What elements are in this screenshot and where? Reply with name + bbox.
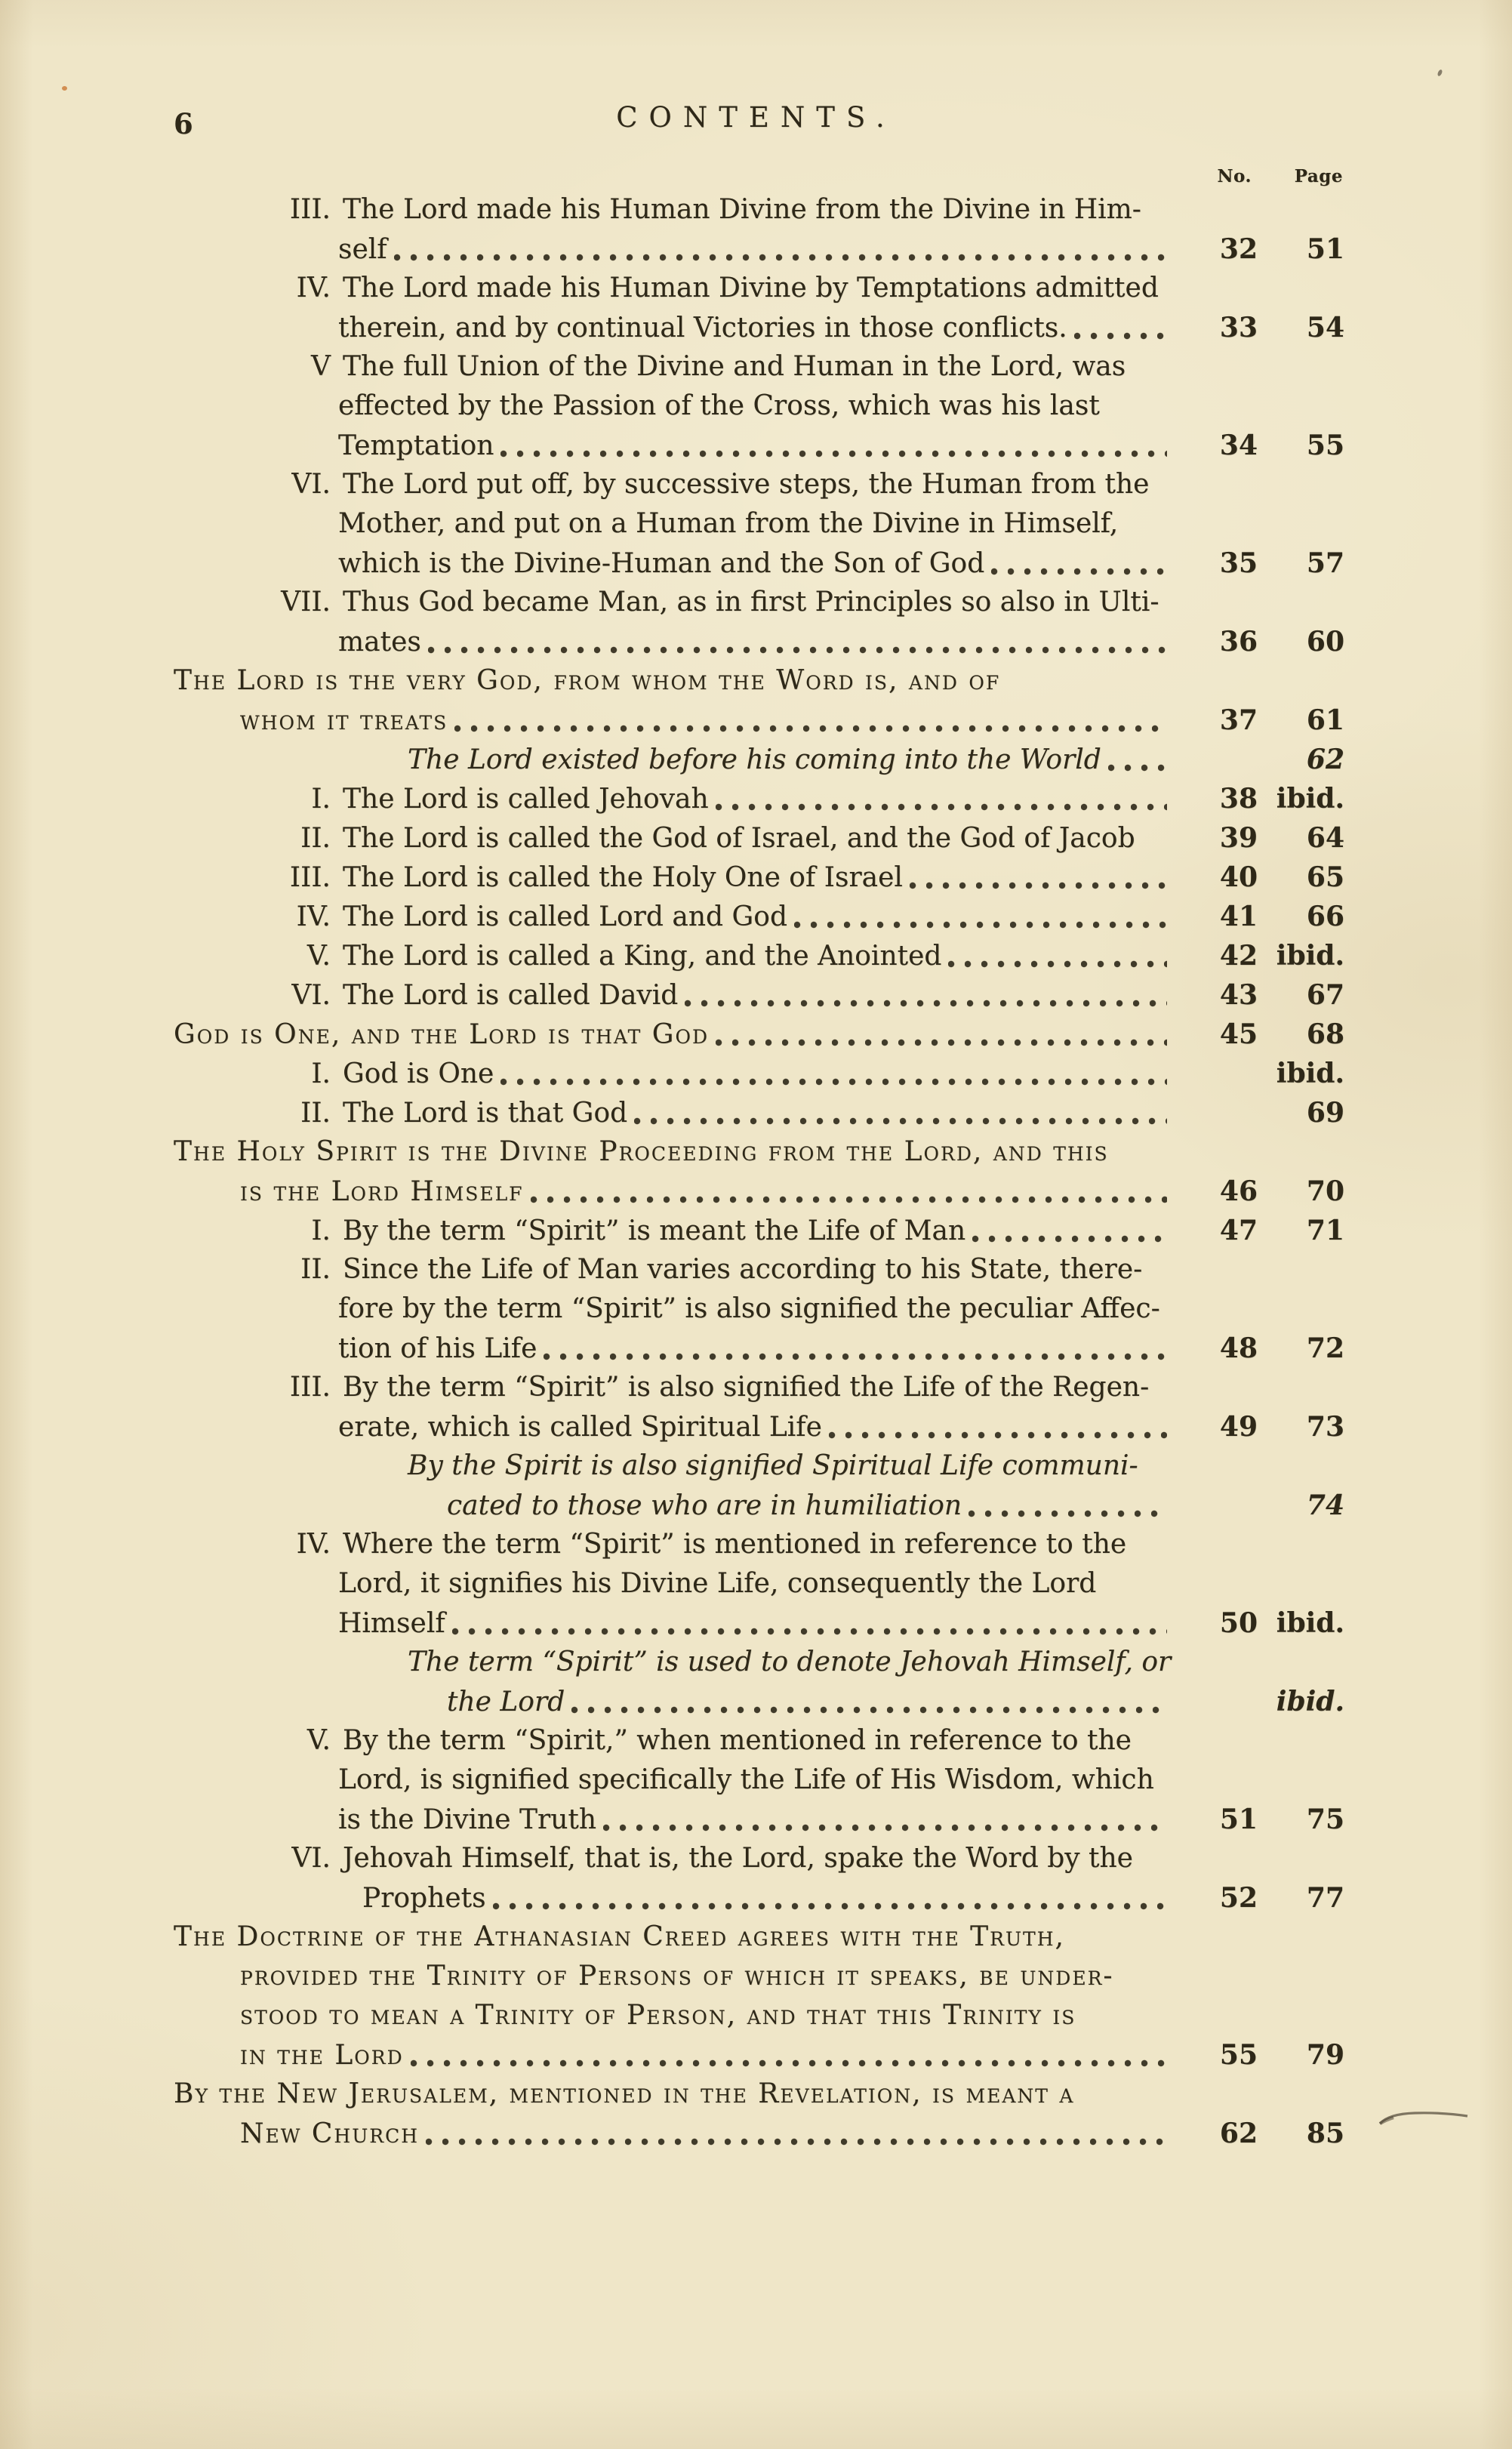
entry-text: Lord, is signified specifically the Life of His Wisdom, which — [338, 1764, 1154, 1795]
toc-line — [0, 2035, 1512, 2075]
entry-page: 54 — [1306, 312, 1344, 343]
entry-text: The Lord put off, by successive steps, the Human from the — [343, 469, 1150, 500]
toc-line — [0, 387, 1512, 426]
toc-line — [0, 269, 1512, 308]
column-headers — [0, 166, 1512, 192]
toc-line — [0, 347, 1512, 387]
dot-leader — [531, 1172, 1167, 1211]
leader-spacer — [1145, 1446, 1167, 1486]
entry-text: erate, which is called Spiritual Life — [338, 1412, 822, 1443]
toc-line — [0, 1093, 1512, 1132]
entry-text: The term “Spirit” is used to denote Jehovah Himself, or — [408, 1647, 1172, 1677]
leader-spacer — [1133, 1525, 1167, 1564]
dot-leader — [685, 975, 1167, 1015]
leader-spacer — [1103, 1564, 1167, 1603]
entry-page: 57 — [1306, 547, 1344, 579]
entry-page: ibid. — [1276, 1686, 1344, 1717]
toc-line — [0, 1682, 1512, 1721]
entry-no: 62 — [1219, 2118, 1258, 2149]
entry-page: 55 — [1306, 430, 1344, 461]
entry-page: 72 — [1306, 1332, 1344, 1364]
toc-line — [0, 1329, 1512, 1368]
leader-spacer — [1166, 269, 1178, 308]
leader-spacer — [1140, 1839, 1167, 1878]
leader-spacer — [1125, 504, 1167, 544]
dot-leader — [716, 1015, 1167, 1054]
entry-no: 36 — [1219, 626, 1258, 658]
dot-leader — [454, 701, 1167, 740]
paper-speck — [1437, 69, 1443, 76]
dot-leader — [603, 1800, 1167, 1839]
leader-spacer — [1166, 583, 1178, 622]
entry-text: Jehovah Himself, that is, the Lord, spake the Word by the — [343, 1843, 1133, 1874]
entry-text: God is One, and the Lord is that God — [174, 1019, 710, 1050]
entry-text: Lord, it signifies his Divine Life, consequently the Lord — [338, 1568, 1097, 1599]
entry-text: Temptation — [338, 430, 494, 461]
entry-text: The Lord is called a King, and the Anointed — [343, 941, 942, 972]
entry-page: 68 — [1306, 1018, 1344, 1050]
entry-numeral: VII. — [281, 587, 331, 618]
entry-no: 41 — [1219, 901, 1258, 932]
table-of-contents — [0, 190, 1512, 2153]
entry-page: 73 — [1306, 1411, 1344, 1443]
leader-spacer — [1082, 1996, 1167, 2035]
toc-line — [0, 858, 1512, 897]
dot-leader — [500, 1054, 1167, 1093]
leader-spacer — [1149, 1250, 1167, 1289]
entry-numeral: VI. — [291, 980, 331, 1011]
entry-text: By the Spirit is also signified Spiritual Life communi- — [408, 1450, 1138, 1481]
entry-text: The Lord is called the God of Israel, and the God of Jacob — [343, 823, 1135, 854]
entry-text: Since the Life of Man varies according to his State, there- — [343, 1254, 1143, 1285]
entry-numeral: VI. — [291, 469, 331, 500]
toc-line — [0, 818, 1512, 858]
dot-leader — [910, 858, 1167, 897]
entry-numeral: IV. — [296, 901, 331, 932]
entry-text: which is the Divine-Human and the Son of God — [338, 548, 985, 579]
entry-text: Prophets — [362, 1883, 486, 1914]
toc-line — [0, 701, 1512, 740]
leader-spacer — [1107, 387, 1167, 426]
toc-line — [0, 1996, 1512, 2035]
toc-line — [0, 1015, 1512, 1054]
dot-leader — [500, 426, 1167, 465]
entry-no: 43 — [1219, 979, 1258, 1011]
page-title: CONTENTS. — [616, 101, 896, 134]
entry-no: 55 — [1219, 2039, 1258, 2071]
entry-text: The Holy Spirit is the Divine Proceeding from the Lord, and this — [174, 1136, 1109, 1167]
toc-line — [0, 1839, 1512, 1878]
dot-leader — [428, 622, 1167, 661]
entry-text: whom it treats — [240, 705, 448, 736]
toc-line — [0, 897, 1512, 936]
column-header-no: No. — [1217, 166, 1252, 186]
entry-text: in the Lord — [240, 2040, 404, 2071]
leader-spacer — [1161, 1761, 1173, 1800]
leader-spacer — [1156, 1368, 1168, 1407]
entry-text: The Lord is called Lord and God — [343, 901, 787, 932]
entry-text: God is One — [343, 1058, 494, 1089]
dot-leader — [794, 897, 1167, 936]
leader-spacer — [1121, 1957, 1167, 1996]
toc-line — [0, 1603, 1512, 1643]
entry-no: 37 — [1219, 704, 1258, 736]
toc-line — [0, 1525, 1512, 1564]
toc-line — [0, 426, 1512, 465]
toc-line — [0, 229, 1512, 269]
dot-leader — [1108, 740, 1167, 779]
toc-line — [0, 779, 1512, 818]
toc-line — [0, 1289, 1512, 1329]
entry-no: 39 — [1219, 822, 1258, 854]
toc-line — [0, 544, 1512, 583]
entry-numeral: VI. — [291, 1843, 331, 1874]
leader-spacer — [1178, 1643, 1190, 1682]
toc-line — [0, 1918, 1512, 1957]
leader-spacer — [1072, 1918, 1167, 1957]
toc-line — [0, 1800, 1512, 1839]
entry-text: tion of his Life — [338, 1333, 537, 1364]
entry-no: 45 — [1219, 1018, 1258, 1050]
toc-line — [0, 1957, 1512, 1996]
entry-text: The Lord is called Jehovah — [343, 784, 709, 815]
toc-line — [0, 583, 1512, 622]
toc-line — [0, 1878, 1512, 1918]
entry-text: self — [338, 234, 387, 265]
dot-leader — [1074, 308, 1167, 347]
entry-numeral: I. — [311, 1215, 331, 1246]
entry-text: The Lord existed before his coming into the World — [408, 744, 1101, 775]
dot-leader — [991, 544, 1167, 583]
column-header-page: Page — [1294, 166, 1343, 186]
dot-leader — [634, 1093, 1167, 1132]
dot-leader — [426, 2114, 1167, 2153]
entry-text: The Lord is that God — [343, 1098, 628, 1129]
entry-no: 52 — [1219, 1882, 1258, 1914]
entry-numeral: V — [311, 351, 331, 382]
entry-numeral: V. — [306, 1725, 331, 1756]
entry-numeral: I. — [311, 784, 331, 815]
entry-page: 69 — [1306, 1097, 1344, 1129]
entry-text: The Lord is called David — [343, 980, 679, 1011]
entry-page: 66 — [1306, 901, 1344, 932]
toc-line — [0, 936, 1512, 975]
entry-text: is the Divine Truth — [338, 1804, 597, 1835]
entry-page: 75 — [1306, 1804, 1344, 1835]
entry-text: By the New Jerusalem, mentioned in the Revelation, is meant a — [174, 2078, 1075, 2109]
entry-numeral: II. — [300, 1098, 331, 1129]
dot-leader — [394, 229, 1167, 269]
entry-numeral: V. — [306, 941, 331, 972]
entry-page: 67 — [1306, 979, 1344, 1011]
toc-line — [0, 2114, 1512, 2153]
entry-page: 71 — [1306, 1215, 1344, 1246]
entry-text: is the Lord Himself — [240, 1176, 524, 1207]
entry-page: ibid. — [1276, 1058, 1344, 1089]
entry-text: By the term “Spirit,” when mentioned in reference to the — [343, 1725, 1132, 1756]
toc-line — [0, 1486, 1512, 1525]
entry-text: cated to those who are in humiliation — [447, 1490, 962, 1521]
entry-text: Himself — [338, 1608, 445, 1639]
entry-no: 35 — [1219, 547, 1258, 579]
entry-text: fore by the term “Spirit” is also signified the peculiar Affec- — [338, 1293, 1160, 1324]
dot-leader — [829, 1407, 1167, 1446]
dot-leader — [571, 1682, 1167, 1721]
entry-text: The Lord is called the Holy One of Israel — [343, 862, 903, 893]
entry-no: 33 — [1219, 312, 1258, 343]
entry-text: The full Union of the Divine and Human in the Lord, was — [343, 351, 1126, 382]
dot-leader — [968, 1486, 1167, 1525]
entry-text: New Church — [240, 2118, 420, 2149]
entry-no: 32 — [1219, 233, 1258, 265]
toc-line — [0, 975, 1512, 1015]
entry-page: 51 — [1306, 233, 1344, 265]
toc-line — [0, 1761, 1512, 1800]
leader-spacer — [1081, 2075, 1167, 2114]
toc-line — [0, 1368, 1512, 1407]
entry-numeral: III. — [289, 194, 331, 225]
dot-leader — [493, 1878, 1167, 1918]
paper-speck — [62, 86, 67, 91]
toc-line — [0, 504, 1512, 544]
toc-line — [0, 740, 1512, 779]
entry-no: 34 — [1219, 430, 1258, 461]
leader-spacer — [1167, 1289, 1179, 1329]
entry-numeral: I. — [311, 1058, 331, 1089]
toc-line — [0, 465, 1512, 504]
entry-text: By the term “Spirit” is meant the Life of Man — [343, 1215, 966, 1246]
entry-no: 48 — [1219, 1332, 1258, 1364]
entry-page: 85 — [1306, 2118, 1344, 2149]
toc-line — [0, 1172, 1512, 1211]
toc-line — [0, 1721, 1512, 1761]
entry-page: ibid. — [1276, 1607, 1344, 1639]
entry-text: effected by the Passion of the Cross, which was his last — [338, 390, 1100, 421]
toc-line — [0, 1250, 1512, 1289]
entry-no: 49 — [1219, 1411, 1258, 1443]
leader-spacer — [1148, 190, 1167, 229]
entry-page: 74 — [1306, 1489, 1344, 1521]
entry-text: therein, and by continual Victories in those conflicts. — [338, 313, 1067, 343]
entry-numeral: II. — [300, 823, 331, 854]
dot-leader — [948, 936, 1167, 975]
toc-line — [0, 661, 1512, 701]
dot-leader — [452, 1603, 1167, 1643]
entry-no: 50 — [1219, 1607, 1258, 1639]
entry-text: the Lord — [447, 1687, 565, 1717]
toc-line — [0, 622, 1512, 661]
entry-page: ibid. — [1276, 940, 1344, 972]
entry-text: Where the term “Spirit” is mentioned in reference to the — [343, 1529, 1127, 1560]
entry-text: mates — [338, 627, 421, 658]
toc-line — [0, 1643, 1512, 1682]
entry-page: 65 — [1306, 861, 1344, 893]
entry-no: 51 — [1219, 1804, 1258, 1835]
entry-page: 60 — [1306, 626, 1344, 658]
pen-mark — [1375, 2103, 1474, 2133]
toc-line — [0, 1211, 1512, 1250]
entry-text: The Lord made his Human Divine from the Divine in Him- — [343, 194, 1141, 225]
entry-numeral: II. — [300, 1254, 331, 1285]
toc-line — [0, 1407, 1512, 1446]
entry-no: 47 — [1219, 1215, 1258, 1246]
entry-page: 79 — [1306, 2039, 1344, 2071]
entry-page: ibid. — [1276, 783, 1344, 815]
toc-line — [0, 1132, 1512, 1172]
dot-leader — [972, 1211, 1167, 1250]
entry-text: The Lord is the very God, from whom the Word is, and of — [174, 665, 1001, 696]
toc-line — [0, 1564, 1512, 1603]
entry-text: The Doctrine of the Athanasian Creed agrees with the Truth, — [174, 1921, 1065, 1952]
entry-numeral: III. — [289, 1372, 331, 1403]
leader-spacer — [1116, 1132, 1167, 1172]
dot-leader — [411, 2035, 1167, 2075]
entry-page: 61 — [1306, 704, 1344, 736]
leader-spacer — [1138, 1721, 1167, 1761]
entry-no: 42 — [1219, 940, 1258, 972]
entry-numeral: IV. — [296, 1529, 331, 1560]
dot-leader — [716, 779, 1167, 818]
entry-page: 64 — [1306, 822, 1344, 854]
toc-line — [0, 2075, 1512, 2114]
toc-line — [0, 1446, 1512, 1486]
toc-line — [0, 308, 1512, 347]
entry-no: 46 — [1219, 1175, 1258, 1207]
entry-text: The Lord made his Human Divine by Temptations admitted — [343, 273, 1159, 303]
toc-line — [0, 190, 1512, 229]
entry-numeral: III. — [289, 862, 331, 893]
leader-spacer — [1142, 818, 1167, 858]
page-number: 6 — [174, 107, 194, 140]
leader-spacer — [1132, 347, 1167, 387]
entry-page: 62 — [1306, 744, 1344, 775]
leader-spacer — [1156, 465, 1169, 504]
entry-text: Mother, and put on a Human from the Divine in Himself, — [338, 508, 1119, 539]
entry-no: 38 — [1219, 783, 1258, 815]
entry-text: provided the Trinity of Persons of which it speaks, be under- — [240, 1961, 1114, 1992]
entry-page: 77 — [1306, 1882, 1344, 1914]
leader-spacer — [1007, 661, 1167, 701]
toc-line — [0, 1054, 1512, 1093]
entry-page: 70 — [1306, 1175, 1344, 1207]
dot-leader — [544, 1329, 1167, 1368]
entry-no: 40 — [1219, 861, 1258, 893]
entry-text: stood to mean a Trinity of Person, and that this Trinity is — [240, 2000, 1076, 2031]
entry-text: Thus God became Man, as in first Principles so also in Ulti- — [343, 587, 1159, 618]
entry-numeral: IV. — [296, 273, 331, 303]
entry-text: By the term “Spirit” is also signified the Life of the Regen- — [343, 1372, 1150, 1403]
